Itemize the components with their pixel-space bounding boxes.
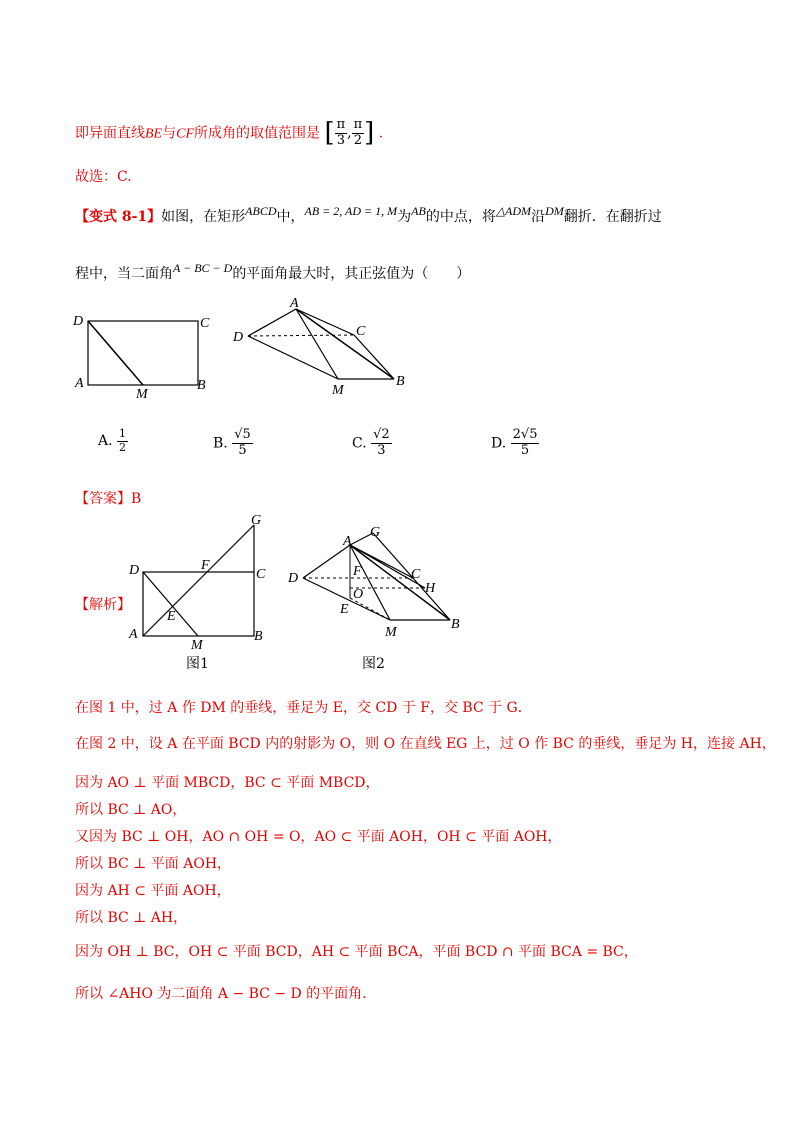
fig4-caption: 图2 xyxy=(362,656,385,672)
fig1-label-m: M xyxy=(136,387,148,400)
fig2-label-d: D xyxy=(233,330,244,345)
option-a[interactable]: A. $\frac{1}{2}$ xyxy=(98,427,127,454)
intro-line xyxy=(75,118,383,149)
fig1-label-c: C xyxy=(200,316,210,331)
fig4-label-h: H xyxy=(425,581,436,596)
solution-line-7: 因为 AH ⊂ 平面 AOH， xyxy=(75,883,231,899)
solution-line-4: 所以 BC ⊥ AO， xyxy=(75,802,187,818)
fig3-label-c: C xyxy=(256,567,266,582)
fig3-label-a: A xyxy=(129,627,138,642)
figure-rectangle xyxy=(70,305,220,400)
figure-solution-2 xyxy=(285,520,470,645)
fig3-caption: 图1 xyxy=(186,656,209,672)
range-interval: [ $\frac{\pi}{3}$ , $\frac{\pi}{2}$ ] xyxy=(324,117,375,149)
fig2-label-m: M xyxy=(332,383,344,398)
solution-line-6: 所以 BC ⊥ 平面 AOH， xyxy=(75,856,232,872)
intro-mid: 与 xyxy=(162,125,177,142)
solution-line-3: 因为 AO ⊥ 平面 MBCD，BC ⊂ 平面 MBCD， xyxy=(75,775,380,791)
problem-line-1: 【变式 8-1】如图，在矩形ABCD中，AB = 2, AD = 1, M为AB的中点，将△ADM沿DM翻折．在翻折过 xyxy=(75,204,662,225)
problem-line-2: 程中，当二面角A − BC − D的平面角最大时，其正弦值为（ ） xyxy=(75,261,471,282)
choice-line: 故选：C. xyxy=(75,169,132,185)
fig2-label-a: A xyxy=(290,296,299,311)
fig4-label-g: G xyxy=(370,525,381,540)
intro-end: . xyxy=(378,125,384,142)
range-right-frac: $\frac{\pi}{2}$ xyxy=(353,117,363,148)
intro-cf: CF xyxy=(176,126,194,142)
fig4-label-a: A xyxy=(343,534,352,549)
intro-prefix: 即异面直线 xyxy=(75,125,145,142)
solution-line-2: 在图 2 中，设 A 在平面 BCD 内的射影为 O，则 O 在直线 EG 上，过 O 作 BC 的垂线，垂足为 H，连接 AH， xyxy=(75,736,776,752)
fig4-label-f: F xyxy=(353,564,362,579)
figure-folded xyxy=(228,295,418,400)
fig3-label-b: B xyxy=(254,629,263,644)
fig4-label-e: E xyxy=(340,602,349,617)
option-b[interactable]: B. $\frac{√5}{5}$ xyxy=(213,427,251,458)
intro-be: BE xyxy=(145,126,163,142)
fig1-label-a: A xyxy=(75,376,84,391)
fig4-label-m: M xyxy=(385,625,397,640)
figure-solution-1 xyxy=(125,510,275,670)
fig1-label-d: D xyxy=(73,314,84,329)
fig3-label-f: F xyxy=(201,558,210,573)
option-c[interactable]: C. $\frac{√2}{3}$ xyxy=(352,427,390,458)
fig3-label-m: M xyxy=(191,638,203,653)
fig3-label-e: E xyxy=(167,609,176,624)
fig3-label-g: G xyxy=(251,513,262,528)
solution-line-5: 又因为 BC ⊥ OH，AO ∩ OH = O，AO ⊂ 平面 AOH，OH ⊂ 平面 AOH， xyxy=(75,829,562,845)
solution-line-1: 在图 1 中，过 A 作 DM 的垂线，垂足为 E，交 CD 于 F，交 BC 于 G． xyxy=(75,700,532,716)
fig4-label-d: D xyxy=(288,571,299,586)
intro-suffix: 所成角的取值范围是 xyxy=(194,125,320,142)
range-left-frac: $\frac{\pi}{3}$ xyxy=(336,117,346,148)
option-d[interactable]: D. $\frac{2√5}{5}$ xyxy=(491,427,538,458)
fig3-label-d: D xyxy=(129,563,140,578)
fig2-label-b: B xyxy=(396,374,405,389)
fig2-label-c: C xyxy=(356,324,366,339)
analysis-tag: 【解析】 xyxy=(75,597,131,613)
solution-line-10: 所以 ∠AHO 为二面角 A − BC − D 的平面角. xyxy=(75,986,367,1002)
problem-tag: 【变式 8-1】 xyxy=(75,209,162,225)
answer: 【答案】B xyxy=(75,491,142,507)
fig4-label-o: O xyxy=(353,587,364,602)
solution-line-9: 因为 OH ⊥ BC，OH ⊂ 平面 BCD，AH ⊂ 平面 BCA，平面 BCD ∩ 平面 BCA = BC， xyxy=(75,944,638,960)
fig4-label-b: B xyxy=(451,617,460,632)
fig4-label-c: C xyxy=(411,567,421,582)
fig1-label-b: B xyxy=(197,378,206,393)
solution-line-8: 所以 BC ⊥ AH， xyxy=(75,910,188,926)
